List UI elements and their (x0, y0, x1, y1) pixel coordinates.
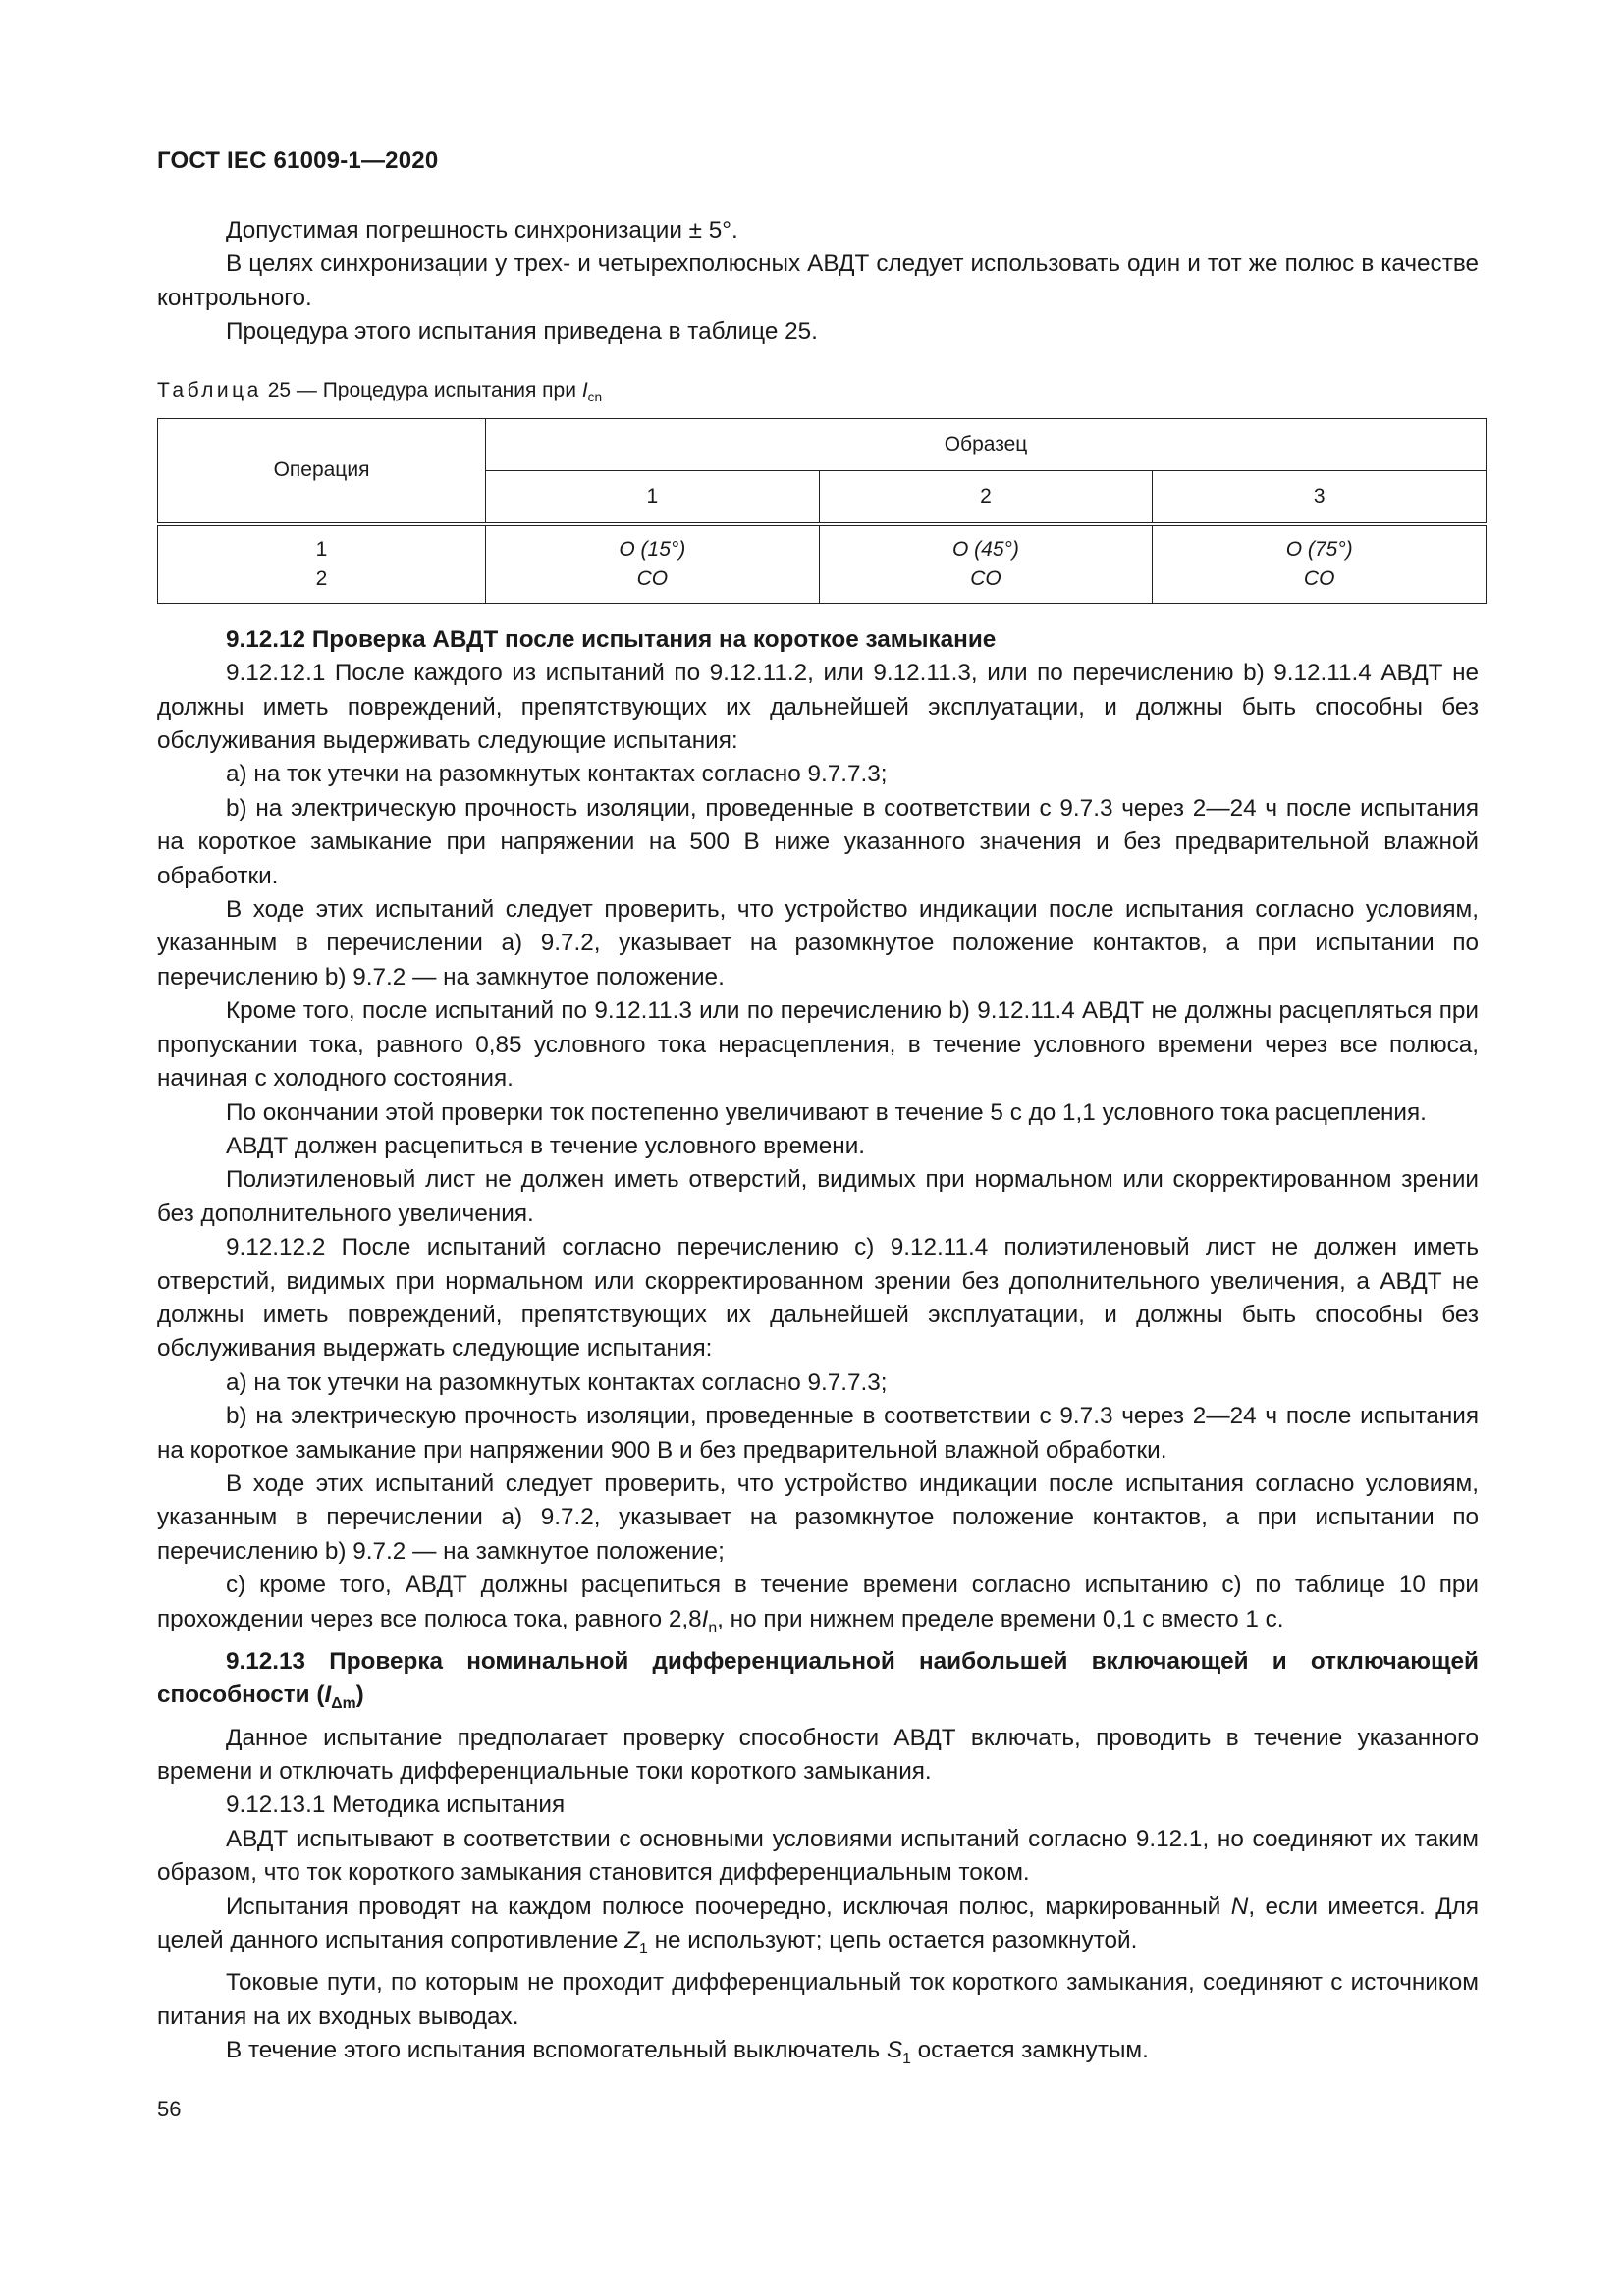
paragraph: АВДТ испытывают в соответствии с основными условиями испытаний согласно 9.12.1, но соединяют их таким образом, что ток короткого замыкания становится дифференциальным током. (157, 1825, 1479, 1887)
paragraph: Процедура этого испытания приведена в таблице 25. (226, 318, 818, 346)
paragraph: Токовые пути, по которым не проходит дифференциальный ток короткого замыкания, соединяют с источником питания на их входных выводах. (157, 1969, 1479, 2030)
table-row (158, 524, 1487, 604)
table-caption-text: 25 — Процедура испытания при (267, 378, 576, 401)
paragraph: Данное испытание предполагает проверку способности АВДТ включать, проводить в течение указанного времени и отключать дифференциальные токи короткого замыкания. (157, 1724, 1479, 1785)
paragraph (157, 1569, 1479, 1645)
operation-cell (158, 524, 486, 604)
paragraph (157, 2034, 1479, 2076)
column-header-operation: Операция (158, 418, 486, 524)
math-subscript: n (708, 1619, 718, 1636)
paragraph: В ходе этих испытаний следует проверить, что устройство индикации после испытания согласно условиям, указанным в перечислении а) 9.7.2, указывает на разомкнутое положение контактов, а при испытании по перечислению b) 9.7.2 — на замкнутое положение. (157, 896, 1479, 990)
section-heading (157, 1645, 1479, 1722)
paragraph: 9.12.13.1 Методика испытания (226, 1791, 566, 1819)
document-header: ГОСТ IEC 61009-1—2020 (157, 147, 439, 174)
table-cell-value: O (15°) (619, 537, 686, 561)
text-run: , но при нижнем пределе времени 0,1 с вместо 1 с. (717, 1605, 1284, 1632)
column-header-sample: Образец (486, 418, 1487, 470)
math-symbol: N (1230, 1893, 1249, 1920)
text-run: остается замкнутым. (910, 2037, 1149, 2064)
table-cell-value: O (75°) (1285, 537, 1353, 561)
text-run: В течение этого испытания вспомогательный выключатель (226, 2037, 887, 2064)
math-subscript: 1 (639, 1940, 648, 1957)
table-caption (157, 379, 1479, 404)
table-caption-subscript: cn (587, 389, 603, 404)
paragraph: Полиэтиленовый лист не должен иметь отверстий, видимых при нормальном или скорректированном зрении без дополнительного увеличения. (157, 1166, 1479, 1227)
math-symbol: S (886, 2037, 903, 2064)
paragraph: b) на электрическую прочность изоляции, проведенные в соответствии с 9.7.3 через 2—24 ч после испытания на короткое замыкание при напряжении на 500 В ниже указанного значения и без предварительной влажной обработки. (157, 794, 1479, 889)
paragraph (157, 1891, 1479, 1967)
sample-3-cell (1153, 524, 1487, 604)
operation-number: 1 (315, 537, 328, 561)
text-run: , если имеется. Для целей данного испытания сопротивление (157, 1893, 1480, 1953)
paragraph: а) на ток утечки на разомкнутых контактах согласно 9.7.7.3; (226, 1368, 888, 1396)
paragraph: АВДТ должен расцепиться в течение условного времени. (226, 1132, 866, 1159)
sample-2-cell (819, 524, 1153, 604)
paragraph: Кроме того, после испытаний по 9.12.11.3 или по перечислению b) 9.12.11.4 АВДТ не должны расцепляться при пропускании тока, равного 0,85 условного тока нерасцепления, в течение условного времени через все полюса, начиная с холодного состояния. (157, 997, 1479, 1093)
test-procedure-table (157, 418, 1487, 604)
sample-1-cell (486, 524, 820, 604)
paragraph: Допустимая погрешность синхронизации ± 5°. (226, 217, 738, 243)
table-cell-value: CO (970, 566, 1001, 590)
table-cell-value: CO (636, 566, 669, 590)
text-run: 9.12.13 Проверка номинальной дифференциальной наибольшей включающей и отключающей способности ( (157, 1647, 1479, 1709)
math-symbol: I (324, 1682, 332, 1709)
document-page (157, 147, 1479, 2076)
table-caption-symbol: I (581, 378, 588, 401)
paragraph: 9.12.12.2 После испытаний согласно перечислению с) 9.12.11.4 полиэтиленовый лист не должен иметь отверстий, видимых при нормальном или скорректированном зрении без дополнительного увеличения, а АВДТ не должны иметь повреждений, препятствующих их дальнейшей эксплуатации, и должны быть способны без обслуживания выдержать следующие испытания: (157, 1234, 1479, 1362)
text-run: с) кроме того, АВДТ должны расцепиться в течение времени согласно испытанию с) по таблице 10 при прохождении через все полюса тока, равного 2,8 (157, 1572, 1479, 1632)
table-cell-value: CO (1303, 566, 1335, 590)
operation-number: 2 (315, 566, 328, 590)
page-number: 56 (157, 2097, 182, 2121)
section-heading: 9.12.12 Проверка АВДТ после испытания на короткое замыкание (226, 625, 997, 653)
math-subscript: 1 (902, 2050, 911, 2067)
paragraph: В целях синхронизации у трех- и четырехполюсных АВДТ следует использовать один и тот же полюс в качестве контрольного. (157, 250, 1479, 311)
table-caption-word: Таблица (157, 378, 262, 401)
paragraph: а) на ток утечки на разомкнутых контактах согласно 9.7.7.3; (226, 761, 888, 788)
paragraph: По окончании этой проверки ток постепенно увеличивают в течение 5 с до 1,1 условного тока расцепления. (226, 1098, 1427, 1126)
text-run: Испытания проводят на каждом полюсе поочередно, исключая полюс, маркированный (226, 1893, 1231, 1920)
sample-header-3: 3 (1153, 470, 1487, 524)
math-subscript: Δm (331, 1695, 356, 1713)
math-symbol: I (701, 1605, 709, 1632)
table-cell-value: O (45°) (952, 537, 1019, 561)
paragraph: В ходе этих испытаний следует проверить, что устройство индикации после испытания согласно условиям, указанным в перечислении а) 9.7.2, указывает на разомкнутое положение контактов, а при испытании по перечислению b) 9.7.2 — на замкнутое положение; (157, 1469, 1479, 1565)
math-symbol: Z (624, 1926, 640, 1953)
paragraph: 9.12.12.1 После каждого из испытаний по 9.12.11.2, или 9.12.11.3, или по перечислению b) 9.12.11.4 АВДТ не должны иметь повреждений, препятствующих их дальнейшей эксплуатации, и должны быть способны без обслуживания выдерживать следующие испытания: (157, 660, 1479, 755)
text-run: не используют; цепь остается разомкнутой. (647, 1926, 1138, 1953)
sample-header-1: 1 (486, 470, 820, 524)
sample-header-2: 2 (819, 470, 1153, 524)
paragraph: b) на электрическую прочность изоляции, проведенные в соответствии с 9.7.3 через 2—24 ч после испытания на короткое замыкание при напряжении 900 В и без предварительной влажной обработки. (157, 1403, 1479, 1464)
text-run: ) (355, 1682, 364, 1709)
